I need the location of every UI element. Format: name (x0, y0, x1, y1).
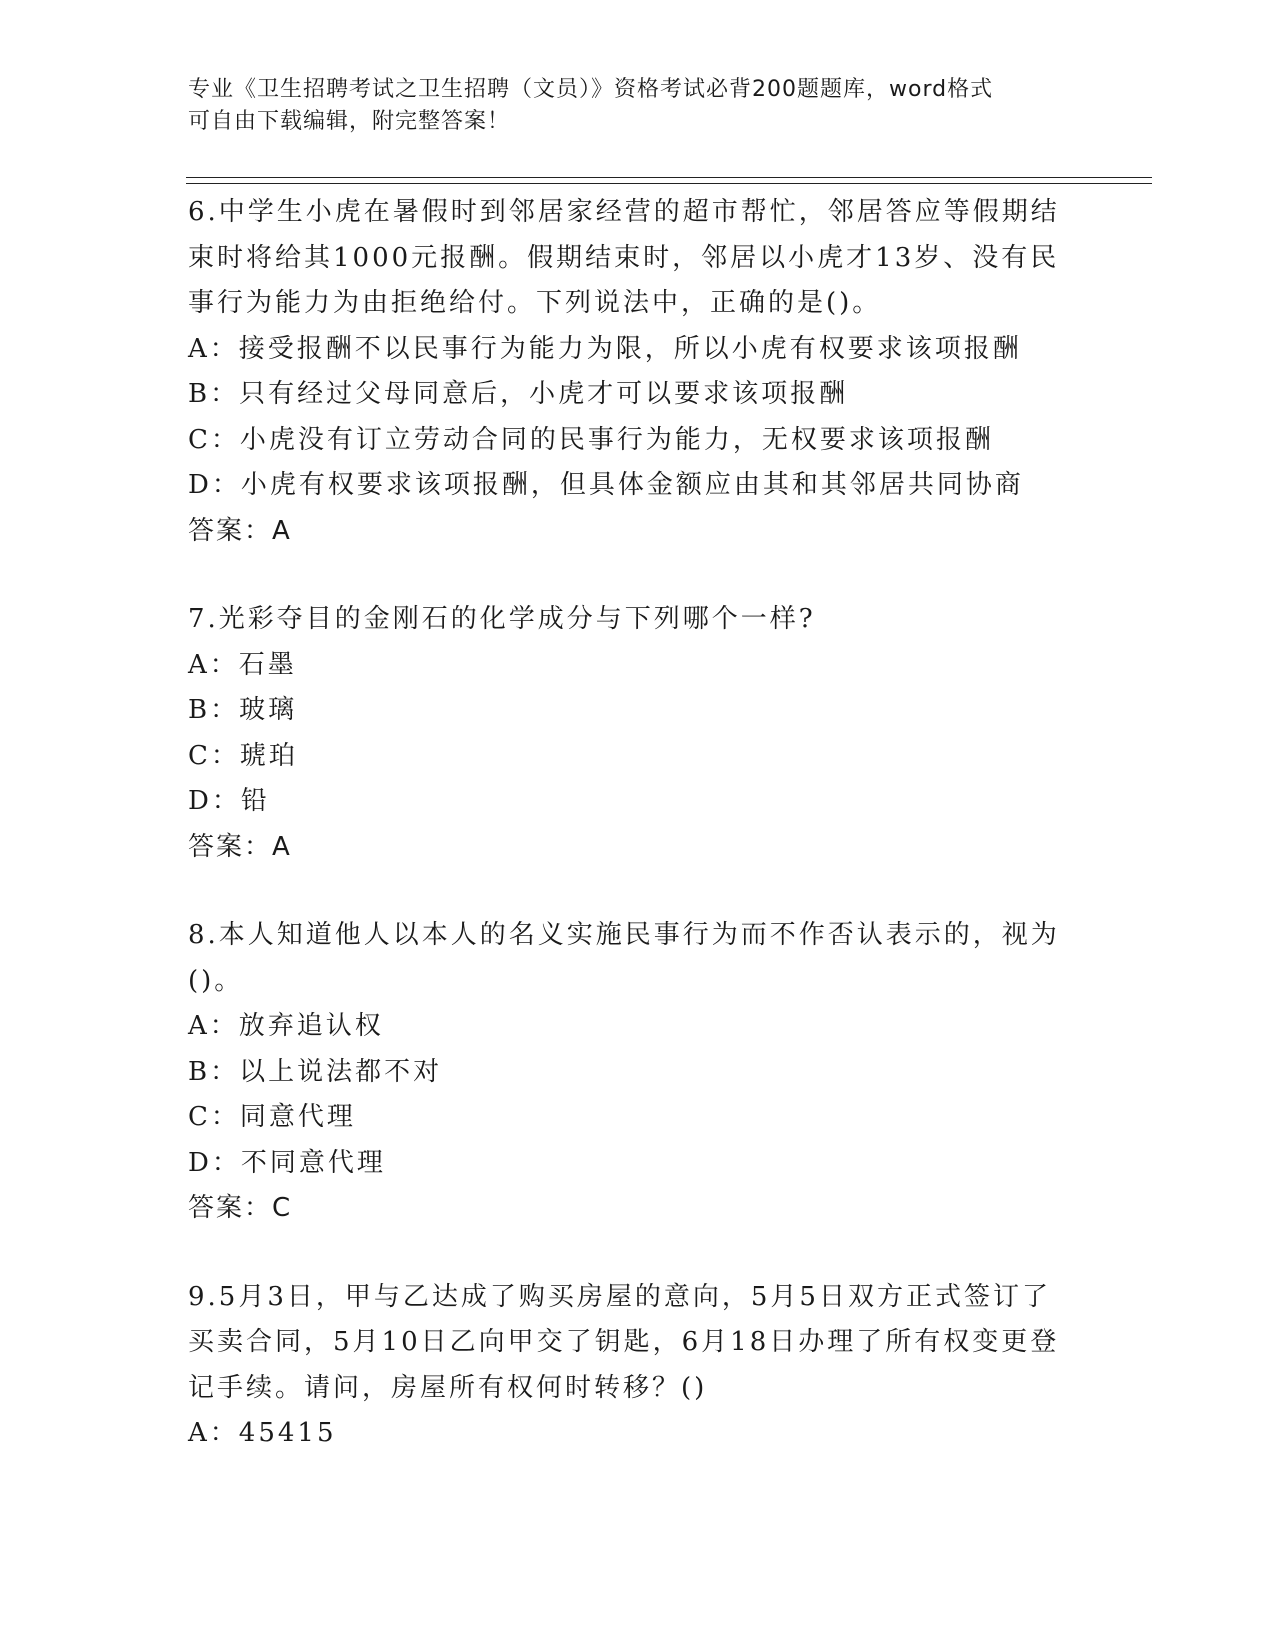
question-spacer (188, 870, 1108, 913)
question-8 (188, 913, 1108, 1232)
question-7 (188, 597, 1108, 870)
question-stem-line: 记手续。请问，房屋所有权何时转移？() (188, 1372, 708, 1403)
answer-label: 答案：A (188, 831, 292, 862)
option-c: C：小虎没有订立劳动合同的民事行为能力，无权要求该项报酬 (188, 424, 994, 455)
option-d: D：小虎有权要求该项报酬，但具体金额应由其和其邻居共同协商 (188, 470, 1024, 500)
question-9 (188, 1275, 1108, 1457)
option-d: D：不同意代理 (188, 1147, 386, 1178)
question-stem-line: 束时将给其1000元报酬。假期结束时，邻居以小虎才13岁、没有民 (188, 242, 1060, 273)
option-a: A：接受报酬不以民事行为能力为限，所以小虎有权要求该项报酬 (188, 333, 1022, 364)
question-stem-line: 事行为能力为由拒绝给付。下列说法中，正确的是()。 (188, 288, 882, 318)
header-divider-bottom (186, 183, 1152, 184)
option-b: B：以上说法都不对 (188, 1056, 443, 1087)
question-stem-line: 买卖合同，5月10日乙向甲交了钥匙，6月18日办理了所有权变更登 (188, 1327, 1060, 1357)
document-header (188, 74, 1088, 138)
question-stem-line: 8.本人知道他人以本人的名义实施民事行为而不作否认表示的，视为 (188, 920, 1060, 950)
option-a: A：石墨 (188, 649, 297, 680)
question-stem-line: 6.中学生小虎在暑假时到邻居家经营的超市帮忙，邻居答应等假期结 (188, 197, 1060, 227)
header-line-1: 专业《卫生招聘考试之卫生招聘（文员）》资格考试必背200题题库，word格式 (188, 77, 994, 102)
option-a: A：放弃追认权 (188, 1011, 384, 1041)
question-list (188, 190, 1108, 1457)
option-a: A：45415 (188, 1418, 337, 1448)
header-divider-top (186, 177, 1152, 178)
question-spacer (188, 1232, 1108, 1275)
option-b: B：玻璃 (188, 695, 298, 725)
option-c: C：同意代理 (188, 1102, 356, 1132)
option-d: D：铅 (188, 786, 270, 816)
question-spacer (188, 554, 1108, 597)
answer-label: 答案：A (188, 515, 292, 546)
question-stem-line: ()。 (188, 965, 244, 996)
question-stem-line: 9.5月3日，甲与乙达成了购买房屋的意向，5月5日双方正式签订了 (188, 1281, 1051, 1312)
header-line-2: 可自由下载编辑，附完整答案！ (188, 109, 511, 134)
question-6 (188, 190, 1108, 554)
option-b: B：只有经过父母同意后，小虎才可以要求该项报酬 (188, 379, 849, 409)
question-stem-line: 7.光彩夺目的金刚石的化学成分与下列哪个一样? (188, 604, 816, 634)
answer-label: 答案：C (188, 1193, 293, 1223)
option-c: C：琥珀 (188, 740, 298, 771)
